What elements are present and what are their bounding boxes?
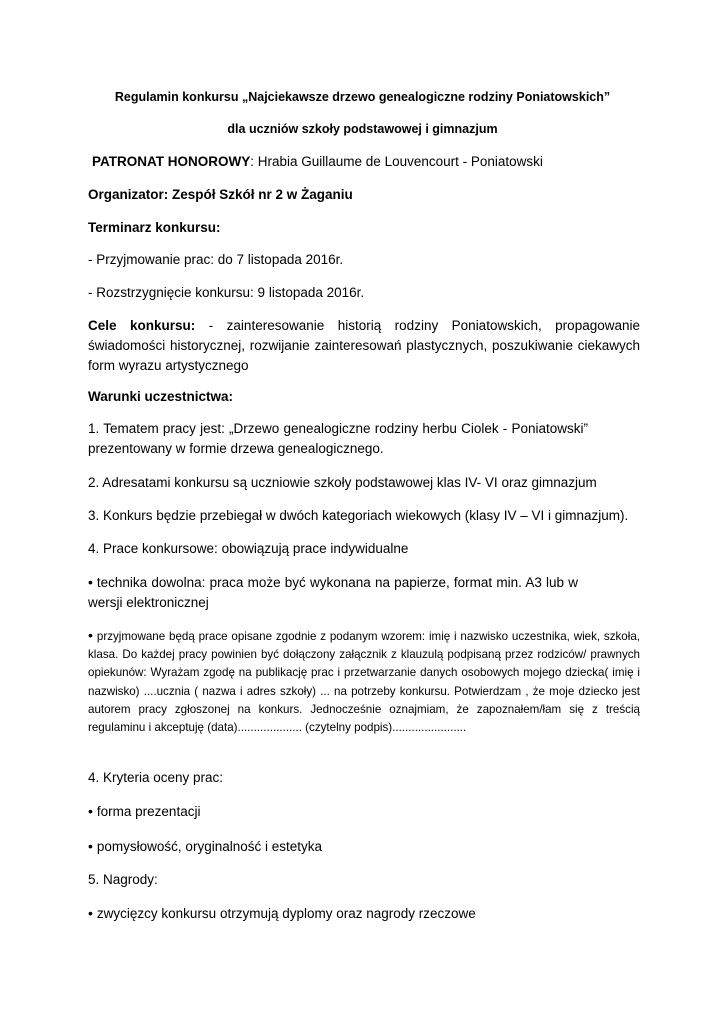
document-subtitle: dla uczniów szkoły podstawowej i gimnazjum: [227, 122, 498, 136]
cele-text: - zainteresowanie historią rodziny Poniatowskich, propagowanie świadomości historycznej, rozwijanie zainteresowań plastycznych, poszukiwanie ciekawych form wyrazu artystycznego: [88, 318, 640, 373]
warunki-point-1: 1. Tematem pracy jest: „Drzewo genealogiczne rodziny herbu Ciolek - Poniatowski” prezentowany w formie drzewa genealogicznego.: [88, 421, 588, 456]
patronat-value: : Hrabia Guillaume de Louvencourt - Poniatowski: [250, 154, 543, 169]
bullet-text: przyjmowane będą prace opisane zgodnie z podanym wzorem: imię i nazwisko uczestnika, wiek, szkoła, klasa. Do każdej pracy powinien być dołączony załącznik z klauzulą podpisaną przez rodziców/ prawnych opiekunów: Wyrażam zgodę na publikację prac i przetwarzanie danych osobowych mojego dziecka( imię i nazwisko) ....ucznia ( nazwa i adres szkoły) ... na potrzeby konkursu. Potwierdzam , że moje dziecko jest autorem pracy zgłoszonej na konkurs. Jednocześnie oznajmiam, że zapoznałem/łam się z treścią regulaminu i akceptuję (data).................... (czytelny podpis).......................: [88, 630, 640, 735]
terminarz-item: - Przyjmowanie prac: do 7 listopada 2016r.: [88, 252, 344, 267]
warunki-bullet-opis: [88, 626, 640, 737]
patronat-line: [92, 152, 644, 172]
warunki-point-4: 4. Prace konkursowe: obowiązują prace indywidualne: [88, 541, 409, 556]
kryteria-item-text: forma prezentacji: [96, 804, 201, 819]
warunki-heading: Warunki uczestnictwa:: [88, 389, 234, 404]
nagrody-heading: 5. Nagrody:: [88, 872, 158, 887]
bullet-icon: •: [88, 803, 93, 819]
document-title: Regulamin konkursu „Najciekawsze drzewo genealogiczne rodziny Poniatowskich”: [114, 90, 611, 104]
nagrody-item: [88, 903, 640, 924]
bullet-icon: •: [88, 838, 93, 854]
warunki-bullet-technika: [88, 572, 578, 613]
kryteria-item-text: pomysłowość, oryginalność i estetyka: [96, 839, 323, 854]
organizator-line: Organizator: Zespół Szkół nr 2 w Żaganiu: [88, 187, 353, 202]
terminarz-item: - Rozstrzygnięcie konkursu: 9 listopada 2016r.: [88, 285, 365, 300]
warunki-point-3: 3. Konkurs będzie przebiegał w dwóch kategoriach wiekowych (klasy IV – VI i gimnazjum).: [88, 508, 629, 523]
warunki-point-2: 2. Adresatami konkursu są uczniowie szkoły podstawowej klas IV- VI oraz gimnazjum: [88, 475, 597, 490]
bullet-icon: •: [88, 905, 93, 921]
cele-label: Cele konkursu:: [88, 318, 196, 333]
kryteria-heading: 4. Kryteria oceny prac:: [88, 770, 224, 785]
terminarz-heading: Terminarz konkursu:: [88, 220, 221, 235]
bullet-text: technika dowolna: praca może być wykonana na papierze, format min. A3 lub w wersji elektronicznej: [88, 575, 578, 610]
nagrody-item-text: zwycięzcy konkursu otrzymują dyplomy oraz nagrody rzeczowe: [96, 906, 476, 921]
patronat-label: PATRONAT HONOROWY: [92, 154, 251, 169]
kryteria-item: [88, 836, 640, 857]
cele-paragraph: [88, 316, 640, 376]
kryteria-item: [88, 801, 640, 822]
bullet-icon: •: [88, 627, 93, 643]
bullet-icon: •: [88, 574, 93, 590]
